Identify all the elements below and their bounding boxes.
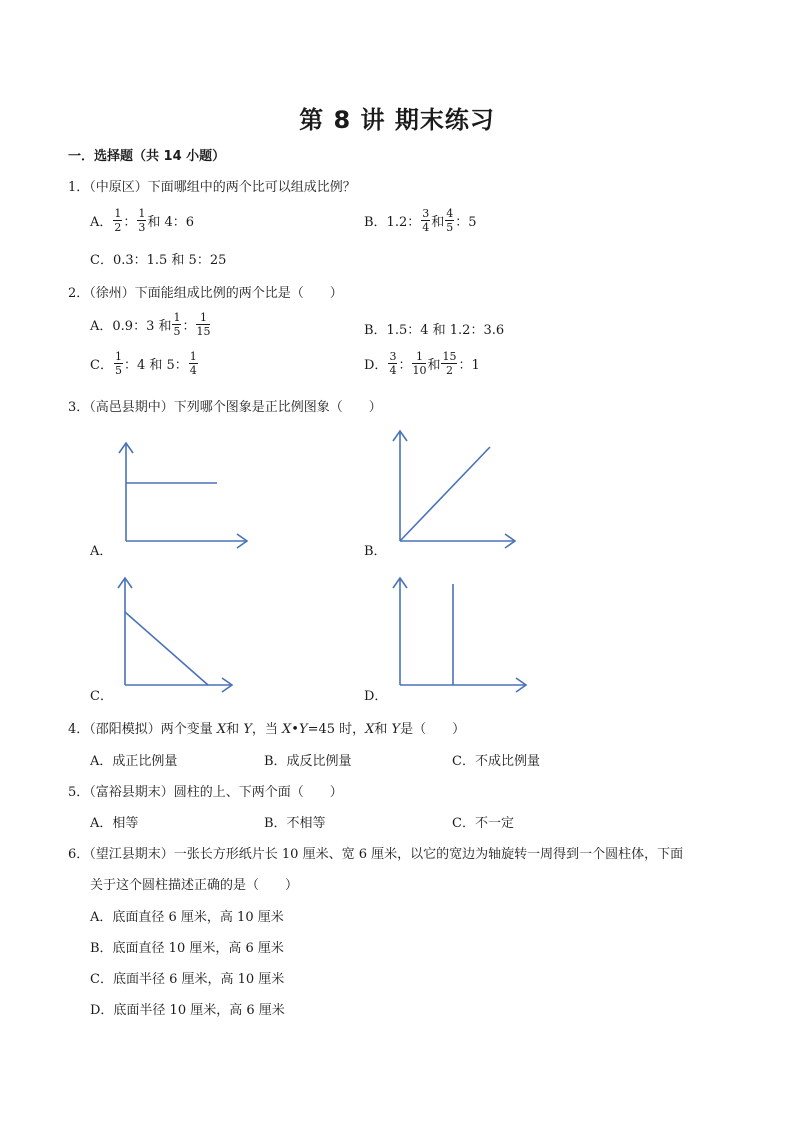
- fraction: $\frac{3}{4}$: [389, 350, 397, 377]
- fraction: $\frac{1}{4}$: [189, 350, 197, 377]
- proportional-line: [400, 447, 490, 541]
- question-2-stem: 2．（徐州）下面能组成比例的两个比是（ ）: [68, 286, 343, 301]
- question-5-option-c: C．不一定: [452, 816, 514, 831]
- section-heading: 一．选择题（共 14 小题）: [68, 149, 226, 164]
- question-6-stem-line-1: 6．（望江县期末）一张长方形纸片长 10 厘米、宽 6 厘米，以它的宽边为轴旋转一周得到一个圆柱体，下面: [68, 847, 684, 862]
- question-2-option-c: C． $\frac{1}{5}$ ：4 和 5： $\frac{1}{4}$: [90, 350, 197, 377]
- question-6-option-a: A．底面直径 6 厘米，高 10 厘米: [90, 910, 284, 925]
- graph-c-label: C．: [90, 689, 113, 704]
- fraction: $\frac{1}{3}$: [138, 207, 146, 234]
- question-4-option-b: B．成反比例量: [264, 754, 352, 769]
- question-2-option-a: A．0.9：3 和 $\frac{1}{5}$ ： $\frac{1}{15}$: [90, 311, 211, 338]
- graph-b-label: B．: [364, 544, 387, 559]
- question-1-option-b: B．1.2： $\frac{3}{4}$ 和 $\frac{4}{5}$ ：5: [364, 207, 477, 234]
- question-6-option-d: D．底面半径 10 厘米，高 6 厘米: [90, 1003, 285, 1018]
- graph-b: [388, 425, 523, 550]
- fraction: $\frac{1}{5}$: [114, 350, 122, 377]
- question-6-option-c: C．底面半径 6 厘米，高 10 厘米: [90, 972, 285, 987]
- question-4-option-c: C．不成比例量: [452, 754, 540, 769]
- question-4-stem: 4．（邵阳模拟）两个变量 X和 Y，当 X•Y=45 时，X和 Y是（ ）: [68, 722, 466, 737]
- question-6-stem-line-2: 关于这个圆柱描述正确的是（ ）: [90, 878, 299, 893]
- fraction: $\frac{1}{5}$: [173, 311, 181, 338]
- graph-a-label: A．: [90, 544, 113, 559]
- question-6-option-b: B．底面直径 10 厘米，高 6 厘米: [90, 941, 284, 956]
- fraction: $\frac{15}{2}$: [442, 350, 457, 377]
- question-1-option-c: C．0.3：1.5 和 5：25: [90, 253, 227, 268]
- question-3-stem: 3．（高邑县期中）下列哪个图象是正比例图象（ ）: [68, 400, 382, 415]
- graph-d: [390, 572, 530, 695]
- fraction: $\frac{3}{4}$: [422, 207, 430, 234]
- question-5-option-b: B．不相等: [264, 816, 326, 831]
- question-1-stem: 1．（中原区）下面哪组中的两个比可以组成比例？: [68, 180, 356, 195]
- fraction: $\frac{1}{10}$: [412, 350, 427, 377]
- graph-c: [113, 572, 238, 695]
- fraction: $\frac{1}{2}$: [114, 207, 122, 234]
- question-4-option-a: A．成正比例量: [90, 754, 178, 769]
- graph-d-label: D．: [364, 689, 388, 704]
- question-2-option-d: D． $\frac{3}{4}$ ： $\frac{1}{10}$ 和 $\frac{15}{2}$ ：1: [364, 350, 480, 377]
- graph-a: [110, 435, 255, 550]
- page-title: 第 8 讲 期末练习: [299, 106, 495, 134]
- question-5-option-a: A．相等: [90, 816, 139, 831]
- question-2-option-b: B．1.5：4 和 1.2：3.6: [364, 323, 505, 338]
- decreasing-line: [125, 612, 208, 685]
- question-5-stem: 5．（富裕县期末）圆柱的上、下两个面（ ）: [68, 785, 343, 800]
- fraction: $\frac{4}{5}$: [446, 207, 454, 234]
- question-1-option-a: A． $\frac{1}{2}$ ： $\frac{1}{3}$ 和 4：6: [90, 207, 195, 234]
- fraction: $\frac{1}{15}$: [196, 311, 211, 338]
